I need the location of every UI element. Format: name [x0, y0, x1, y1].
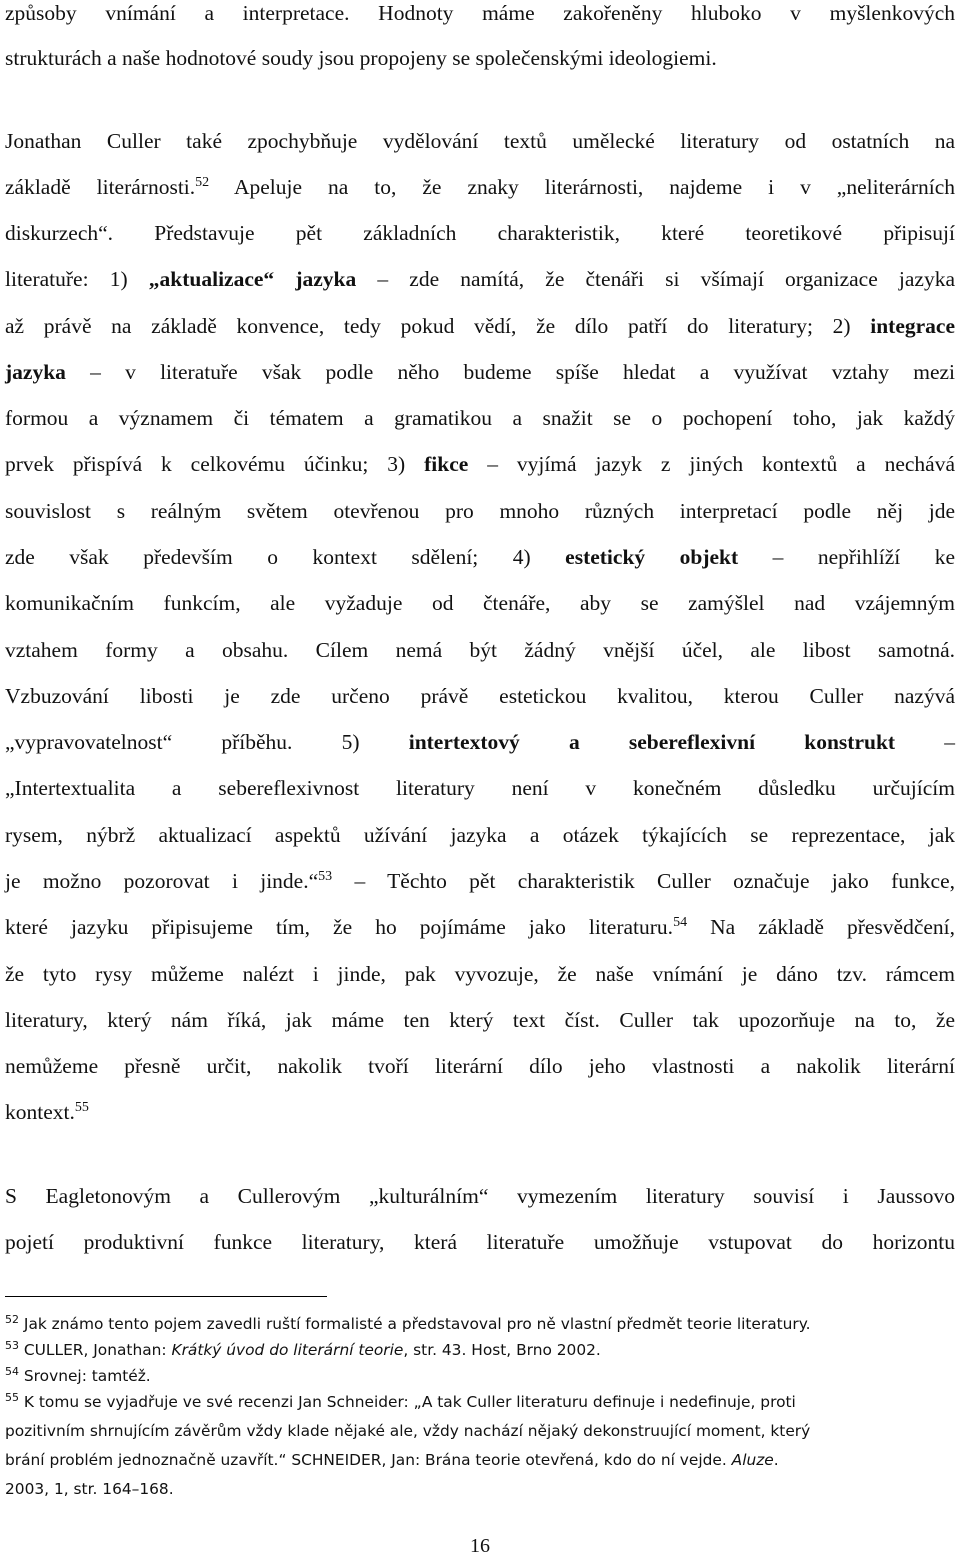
text-line: zde však především o kontext sdělení; 4) estetický objekt – nepřihlíží ke	[5, 545, 956, 569]
text-line: diskurzech“. Představuje pět základních charakteristik, které teoretikové připisují	[5, 221, 955, 245]
text-line: formou a významem či tématem a gramatikou a snažit se o pochopení toho, jak každý	[5, 406, 955, 430]
text-line: základě literárnosti.$^{52}$ Apeluje na to, že znaky literárnosti, najdeme i v „neliterárních	[5, 175, 955, 199]
footnote-55: $^{55}$ K tomu se vyjadřuje ve své recenzi Jan Schneider: „A tak Culler literaturu definuje i nedefinuje, proti	[5, 1391, 796, 1411]
text-line: které jazyku připisujeme tím, že ho pojímáme jako literaturu.$^{54}$ Na základě přesvědčení,	[5, 915, 956, 939]
text-line: je možno pozorovat i jinde.“$^{53}$ – Těchto pět charakteristik Culler označuje jako funkce,	[5, 869, 955, 893]
footnote-ref: 53	[318, 869, 333, 884]
text-line: kontext.$^{55}$	[5, 1100, 89, 1124]
footnote-55-cont: brání problém jednoznačně uzavřít.“ SCHNEIDER, Jan: Brána teorie otevřená, kdo do ní vejde. Aluze.	[5, 1451, 779, 1469]
text-line: vztahem formy a obsahu. Cílem nemá být žádný vnější účel, ale libost samotná.	[5, 638, 955, 662]
text-line: nemůžeme přesně určit, nakolik tvoří literární dílo jeho vlastnosti a nakolik literární	[5, 1054, 955, 1078]
text-line: způsoby vnímání a interpretace. Hodnoty máme zakořeněny hluboko v myšlenkových	[5, 1, 955, 25]
footnote-55-cont: pozitivním shrnujícím závěrům vždy klade nějaké ale, vždy nachází nějaký dekonstruující moment, který	[5, 1422, 811, 1440]
text-line: „Intertextualita a sebereflexivnost literatury není v konečném důsledku určujícím	[5, 776, 955, 800]
text-line: že tyto rysy můžeme nalézt i jinde, pak vyvozuje, že naše vnímání je dáno tzv. rámcem	[5, 962, 955, 986]
text-line: pojetí produktivní funkce literatury, která literatuře umožňuje vstupovat do horizontu	[5, 1230, 955, 1254]
footnote-ref: 55	[74, 1100, 89, 1115]
text-line: souvislost s reálným světem otevřenou pro mnoho různých interpretací podle něj jde	[5, 499, 955, 523]
text-line: S Eagletonovým a Cullerovým „kulturálním“ vymezením literatury souvisí i Jaussovo	[5, 1184, 955, 1208]
text-line: literatury, který nám říká, jak máme ten který text číst. Culler tak upozorňuje na to, že	[5, 1008, 955, 1032]
text-line: prvek přispívá k celkovému účinku; 3) fikce – vyjímá jazyk z jiných kontextů a nechává	[5, 452, 956, 476]
footnote-54: $^{54}$ Srovnej: tamtéž.	[5, 1365, 151, 1385]
footnote-separator	[5, 1296, 327, 1297]
footnote-55-cont: 2003, 1, str. 164–168.	[5, 1480, 174, 1498]
text-line: „vypravovatelnost“ příběhu. 5) intertextový a sebereflexivní konstrukt –	[5, 730, 956, 754]
text-line: Vzbuzování libosti je zde určeno právě estetickou kvalitou, kterou Culler nazývá	[5, 684, 955, 708]
text-line: literatuře: 1) „aktualizace“ jazyka – zde namítá, že čtenáři si všímají organizace jazyka	[5, 267, 956, 291]
text-line: strukturách a naše hodnotové soudy jsou propojeny se společenskými ideologiemi.	[5, 46, 717, 70]
text-line: rysem, nýbrž aktualizací aspektů užívání jazyka a otázek týkajících se reprezentace, jak	[5, 823, 955, 847]
footnote-ref: 52	[195, 175, 210, 190]
footnote-ref: 54	[673, 915, 688, 930]
text-line: Jonathan Culler také zpochybňuje vydělování textů umělecké literatury od ostatních na	[5, 129, 955, 153]
footnote-52: $^{52}$ Jak známo tento pojem zavedli ruští formalisté a představoval pro ně vlastní předmět teorie literatury.	[5, 1313, 811, 1333]
footnote-53: $^{53}$ CULLER, Jonathan: Krátký úvod do literární teorie, str. 43. Host, Brno 2002.	[5, 1339, 601, 1359]
page-number: 16	[470, 1535, 490, 1557]
text-line: jazyka – v literatuře však podle něho budeme spíše hledat a využívat vztahy mezi	[5, 360, 956, 384]
text-line: až právě na základě konvence, tedy pokud vědí, že dílo patří do literatury; 2) integrace	[5, 314, 956, 338]
text-line: komunikačním funkcím, ale vyžaduje od čtenáře, aby se zamýšlel nad vzájemným	[5, 591, 955, 615]
